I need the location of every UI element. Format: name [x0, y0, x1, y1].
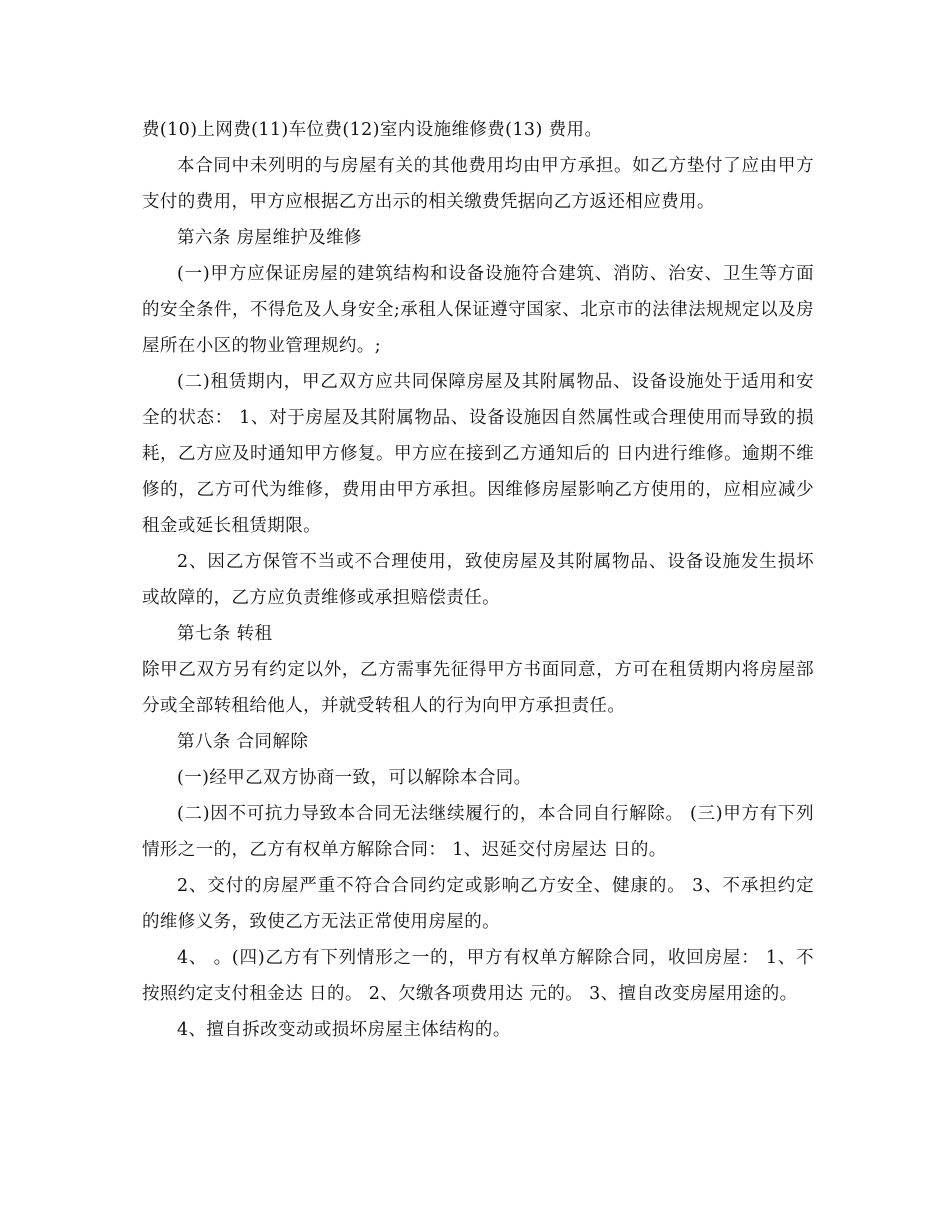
section-heading-article-6: 第六条 房屋维护及维修 [177, 228, 362, 248]
paragraph-other-fees: 本合同中未列明的与房屋有关的其他费用均由甲方承担。如乙方垫付了应由甲方支付的费用，甲方应根据乙方出示的相关缴费凭据向乙方返还相应费用。 [142, 156, 814, 212]
paragraph-article-8-clause-1: (一)经甲乙双方协商一致，可以解除本合同。 [177, 768, 532, 788]
paragraph-article-8-clause-4: 4、 。(四)乙方有下列情形之一的，甲方有权单方解除合同，收回房屋： 1、不按照约定支付租金达 日的。 2、欠缴各项费用达 元的。 3、擅自改变房屋用途的。 [142, 948, 814, 1004]
paragraph-article-8-clause-2-3: (二)因不可抗力导致本合同无法继续履行的，本合同自行解除。 (三)甲方有下列情形之一的，乙方有权单方解除合同： 1、迟延交付房屋达 日的。 [142, 804, 814, 860]
paragraph-fee-list: 费(10)上网费(11)车位费(12)室内设施维修费(13) 费用。 [142, 120, 603, 140]
paragraph-article-6-clause-1: (一)甲方应保证房屋的建筑结构和设备设施符合建筑、消防、治安、卫生等方面的安全条件，不得危及人身安全;承租人保证遵守国家、北京市的法律法规规定以及房屋所在小区的物业管理规约。; [142, 264, 814, 356]
paragraph-article-6-clause-2: (二)租赁期内，甲乙双方应共同保障房屋及其附属物品、设备设施处于适用和安全的状态： 1、对于房屋及其附属物品、设备设施因自然属性或合理使用而导致的损耗，乙方应及时通知甲方修复。甲方应在接到乙方通知后的 日内进行维修。逾期不维修的，乙方可代为维修，费用由甲方承担。因维修房屋影响乙方使用的，应相应减少租金或延长租赁期限。 [142, 372, 814, 536]
paragraph-article-8-item-4: 4、擅自拆改变动或损坏房屋主体结构的。 [177, 1020, 511, 1040]
section-heading-article-7: 第七条 转租 [177, 624, 273, 644]
document-body [142, 112, 814, 1048]
paragraph-article-8-items-2-3: 2、交付的房屋严重不符合合同约定或影响乙方安全、健康的。 3、不承担约定的维修义务，致使乙方无法正常使用房屋的。 [142, 876, 814, 932]
paragraph-article-7-body: 除甲乙双方另有约定以外，乙方需事先征得甲方书面同意，方可在租赁期内将房屋部分或全部转租给他人，并就受转租人的行为向甲方承担责任。 [142, 660, 814, 716]
paragraph-article-6-item-2: 2、因乙方保管不当或不合理使用，致使房屋及其附属物品、设备设施发生损坏或故障的，乙方应负责维修或承担赔偿责任。 [142, 552, 814, 608]
section-heading-article-8: 第八条 合同解除 [177, 732, 309, 752]
